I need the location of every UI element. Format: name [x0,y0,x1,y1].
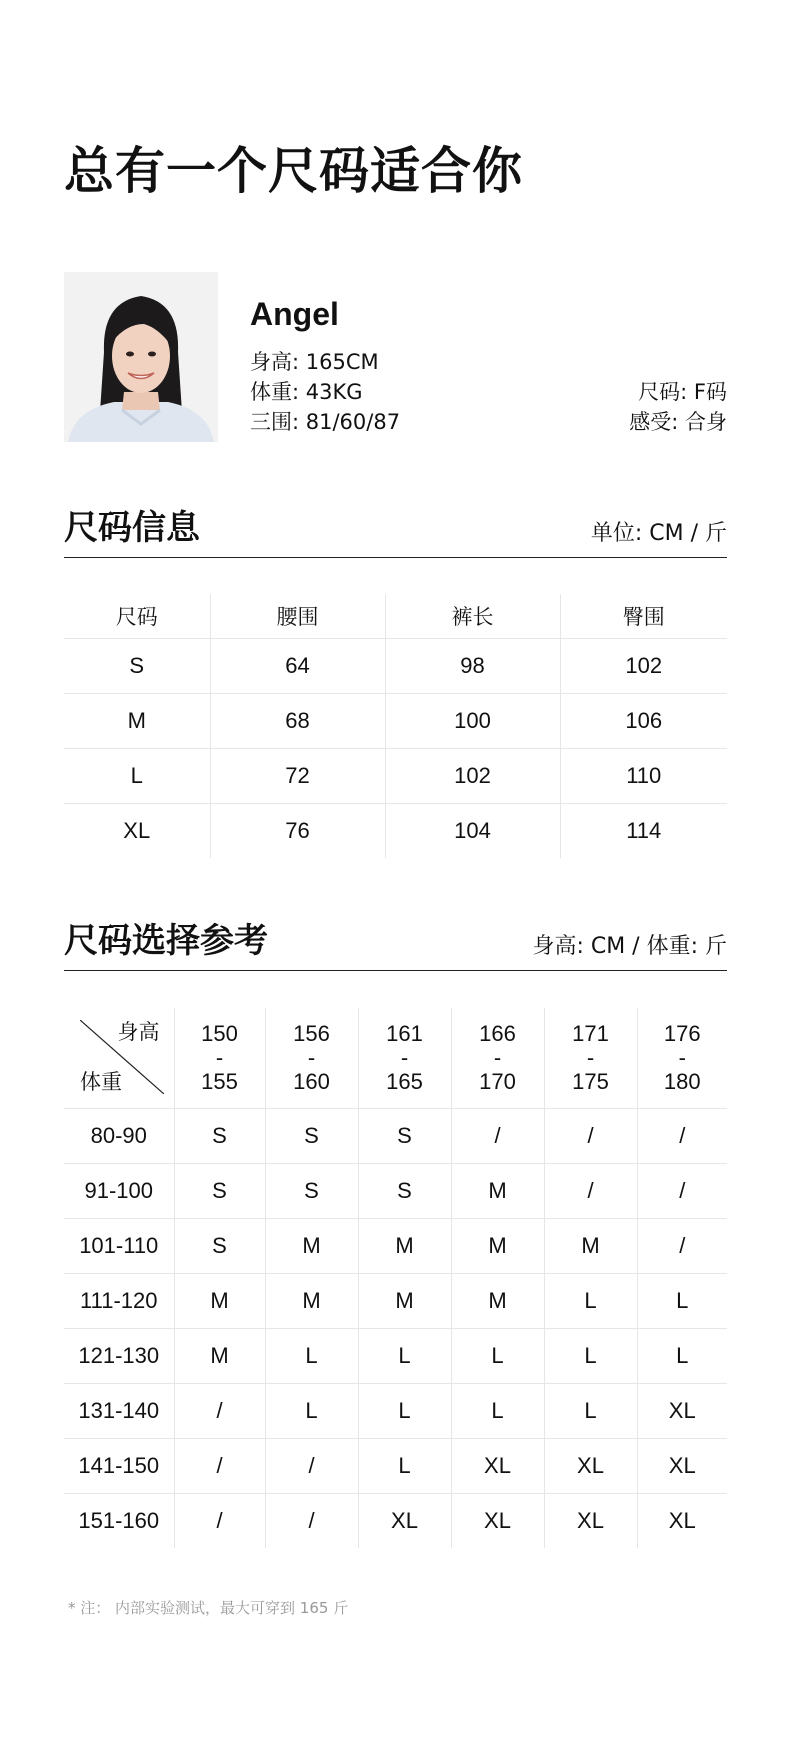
weight-range-cell: 131-140 [64,1384,174,1439]
weight-range-cell: 101-110 [64,1219,174,1274]
size-cell: M [544,1219,637,1274]
size-cell: XL [358,1494,451,1549]
size-cell: M [358,1274,451,1329]
size-cell: L [451,1384,544,1439]
size-cell: S [174,1219,265,1274]
size-cell: S [358,1109,451,1164]
size-cell: / [637,1219,727,1274]
height-range-part: - [400,1045,409,1070]
table-row [64,1219,727,1274]
size-cell: L [358,1384,451,1439]
table-cell: 110 [560,749,727,804]
height-range-part: 156 [293,1021,330,1046]
size-cell: / [265,1494,358,1549]
model-feel: 感受: 合身 [629,410,727,434]
height-range-part: - [215,1045,224,1070]
size-cell: L [265,1329,358,1384]
table-cell: L [64,749,210,804]
height-range-part: - [678,1045,686,1070]
height-range-header [265,1008,358,1109]
height-range-part: 171 [572,1021,609,1046]
size-cell: / [265,1439,358,1494]
height-range-part: - [307,1045,316,1070]
size-info-unit: 单位: CM / 斤 [590,521,727,546]
corner-cell [64,1008,174,1109]
model-size: 尺码: F码 [638,380,727,404]
height-range-part: 161 [386,1021,423,1046]
height-range-part: 155 [201,1069,238,1094]
size-cell: XL [451,1494,544,1549]
table-row [64,804,727,859]
size-cell: S [265,1109,358,1164]
size-cell: L [544,1274,637,1329]
weight-range-cell: 80-90 [64,1109,174,1164]
height-range-header [358,1008,451,1109]
size-cell: L [637,1274,727,1329]
size-info-header [64,505,727,558]
height-range-part: - [493,1045,502,1070]
size-cell: M [358,1219,451,1274]
height-range-part: 150 [201,1021,238,1046]
corner-height-label: 身高 [117,1020,160,1044]
size-cell: M [174,1329,265,1384]
table-cell: 72 [210,749,385,804]
table-row [64,694,727,749]
table-cell: M [64,694,210,749]
size-cell: XL [637,1439,727,1494]
table-cell: XL [123,818,151,843]
table-row [64,749,727,804]
table-cell: 106 [560,694,727,749]
size-cell: S [174,1109,265,1164]
height-range-part: 170 [479,1069,516,1094]
size-info-header-row [64,594,727,639]
weight-range-cell: 141-150 [64,1439,174,1494]
size-guide-title: 尺码选择参考 [64,921,268,961]
size-cell: / [174,1439,265,1494]
column-header: 裤长 [385,594,560,639]
table-cell: S [64,639,210,694]
table-cell: 76 [210,804,385,859]
size-cell: S [174,1164,265,1219]
size-cell: S [358,1164,451,1219]
height-range-part: 176 [663,1021,701,1046]
model-portrait-photo [64,272,218,442]
size-info-title: 尺码信息 [64,508,200,548]
model-height: 身高: 165CM [250,350,379,374]
table-row [64,1439,727,1494]
size-cell: L [637,1329,727,1384]
size-cell: / [451,1109,544,1164]
height-range-part: 166 [479,1021,516,1046]
table-cell: 68 [210,694,385,749]
size-cell: / [544,1164,637,1219]
size-cell: L [358,1439,451,1494]
size-cell: M [451,1219,544,1274]
size-guide-table [64,1008,727,1548]
table-row [64,1494,727,1549]
size-cell: S [265,1164,358,1219]
size-cell: L [358,1329,451,1384]
size-cell: / [637,1109,727,1164]
size-guide-header [64,918,727,971]
table-cell: 102 [560,639,727,694]
size-cell: / [174,1384,265,1439]
table-cell: 100 [385,694,560,749]
table-row [64,1384,727,1439]
size-info-table [64,594,727,858]
table-cell: 114 [560,804,727,859]
weight-range-cell: 91-100 [64,1164,174,1219]
table-row [64,1329,727,1384]
corner-weight-label: 体重 [80,1070,122,1094]
size-cell: L [265,1384,358,1439]
size-cell: XL [637,1494,727,1549]
table-row [64,1274,727,1329]
table-row [64,1109,727,1164]
size-cell: XL [544,1439,637,1494]
model-weight: 体重: 43KG [250,380,363,404]
size-cell: / [544,1109,637,1164]
table-cell: 98 [385,639,560,694]
column-header: 臀围 [560,594,727,639]
height-range-part: 165 [386,1069,423,1094]
size-cell: M [451,1164,544,1219]
height-range-header [544,1008,637,1109]
size-cell: / [637,1164,727,1219]
height-range-header [174,1008,265,1109]
size-cell: L [451,1329,544,1384]
model-measurements: 三围: 81/60/87 [250,410,401,434]
size-cell: XL [637,1384,727,1439]
table-cell: 102 [385,749,560,804]
page-title: 总有一个尺码适合你 [64,142,523,200]
size-guide-header-row [64,1008,727,1109]
weight-range-cell: 151-160 [78,1508,160,1533]
height-range-part: - [586,1045,595,1070]
size-cell: / [174,1494,265,1549]
height-range-part: 175 [572,1069,609,1094]
size-cell: M [174,1274,265,1329]
height-range-header [637,1008,727,1109]
size-cell: M [265,1219,358,1274]
size-guide-unit: 身高: CM / 体重: 斤 [532,934,727,959]
table-cell: 64 [210,639,385,694]
height-range-header [451,1008,544,1109]
size-cell: XL [544,1494,637,1549]
weight-range-cell: 121-130 [64,1329,174,1384]
weight-range-cell: 111-120 [64,1274,174,1329]
footnote: * 注： 内部实验测试，最大可穿到 165 斤 [68,1599,349,1617]
table-row [64,1164,727,1219]
column-header: 尺码 [64,594,210,639]
table-row [64,639,727,694]
size-cell: L [544,1329,637,1384]
size-cell: M [265,1274,358,1329]
size-cell: L [544,1384,637,1439]
height-range-part: 160 [293,1069,330,1094]
model-name: Angel [250,296,339,332]
height-range-part: 180 [663,1069,701,1094]
size-cell: M [451,1274,544,1329]
size-cell: XL [451,1439,544,1494]
model-card [64,272,727,442]
table-cell: 104 [385,804,560,859]
column-header: 腰围 [210,594,385,639]
